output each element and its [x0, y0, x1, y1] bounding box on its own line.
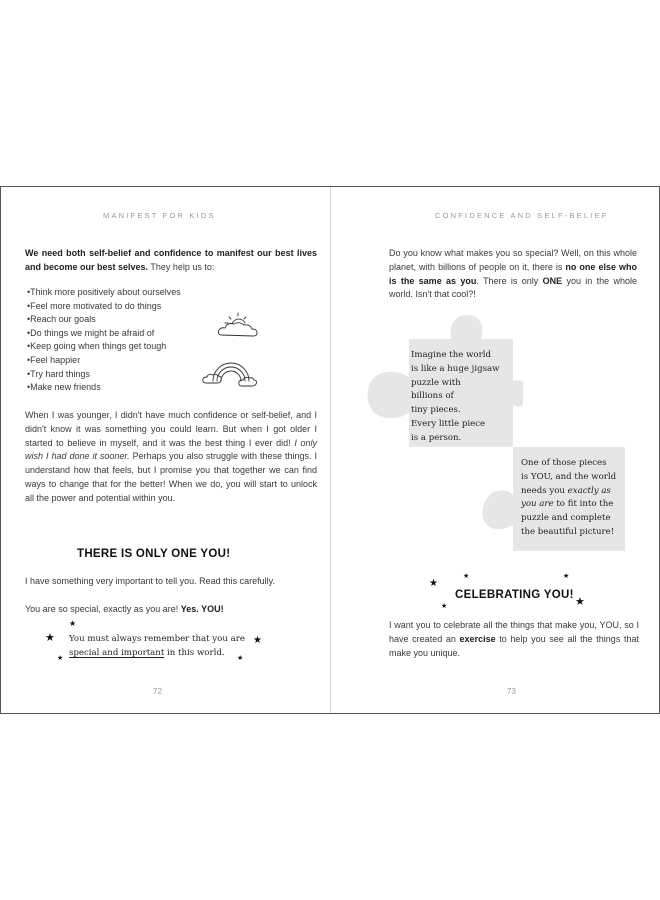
- puzzle-line: needs you: [521, 485, 568, 496]
- puzzle-line: to fit into the: [553, 499, 614, 510]
- puzzle-piece-2-text: [521, 457, 616, 540]
- puzzle-line: billions of: [411, 391, 454, 402]
- star-icon: ★: [45, 632, 55, 644]
- puzzle-line: the beautiful picture!: [521, 526, 615, 537]
- question-text-b: . There is only: [476, 275, 543, 286]
- list-item: • Feel more motivated to do things: [27, 300, 181, 314]
- section-heading: CELEBRATING YOU!: [455, 589, 574, 601]
- star-icon: ★: [563, 573, 570, 580]
- book-spread: [0, 186, 660, 714]
- intro-paragraph: [25, 247, 317, 275]
- puzzle-line: is YOU, and the world: [521, 471, 617, 482]
- celebrate-text-a: I want you to celebrate all the things that make you, YOU, so I have created an: [389, 620, 639, 644]
- intro-bold-text: We need both self-belief and confidence to manifest our best lives and become our best selves.: [25, 248, 317, 272]
- list-item: • Make new friends: [27, 381, 181, 395]
- star-icon: ★: [237, 655, 244, 662]
- puzzle-piece-1-text: [411, 349, 499, 446]
- celebrate-bold-text: exercise: [459, 633, 496, 644]
- running-head: CONFIDENCE AND SELF-BELIEF: [435, 211, 609, 220]
- puzzle-line: puzzle with: [411, 377, 461, 388]
- list-item: • Do things we might be afraid of: [27, 327, 181, 341]
- celebrate-text-b: to help you see all the things that make you unique.: [389, 633, 639, 658]
- star-icon: ★: [441, 603, 448, 610]
- puzzle-line: puzzle and complete: [521, 513, 611, 524]
- star-icon: ★: [57, 655, 64, 662]
- story-italic-text: I only wish I had done it sooner.: [25, 437, 317, 462]
- celebrate-paragraph: [389, 619, 639, 660]
- callout-line: You must always remember that you are: [69, 634, 245, 644]
- list-item: • Try hard things: [27, 368, 181, 382]
- special-paragraph: [25, 603, 317, 617]
- callout-underlined-text: special and important: [69, 647, 165, 658]
- list-item: • Keep going when things get tough: [27, 340, 181, 354]
- list-item: • Think more positively about ourselves: [27, 286, 181, 300]
- intro-rest-text: They help us to:: [148, 261, 215, 272]
- important-paragraph: I have something very important to tell you. Read this carefully.: [25, 576, 275, 586]
- special-bold-text: Yes. YOU!: [180, 604, 224, 614]
- star-icon: ★: [253, 635, 262, 646]
- page-number: 72: [153, 687, 162, 696]
- benefits-list: [27, 286, 181, 395]
- puzzle-line: Every little piece: [411, 418, 486, 429]
- puzzle-italic-text: you are: [521, 499, 554, 510]
- star-icon: ★: [463, 573, 470, 580]
- puzzle-line: tiny pieces.: [411, 405, 461, 416]
- question-text-c: you in the whole world. Isn't that cool?!: [389, 275, 637, 300]
- list-item: • Feel happier: [27, 354, 181, 368]
- sun-cloud-icon: [215, 311, 263, 341]
- right-page: [331, 187, 659, 713]
- puzzle-line: is a person.: [411, 432, 462, 443]
- section-heading: THERE IS ONLY ONE YOU!: [77, 548, 231, 560]
- callout-end-text: in this world.: [164, 647, 225, 658]
- star-icon: ★: [429, 578, 438, 589]
- puzzle-line: Imagine the world: [411, 350, 491, 360]
- rainbow-icon: [201, 351, 259, 391]
- special-question-paragraph: [389, 247, 637, 302]
- star-icon: ★: [69, 619, 77, 628]
- callout-text: [69, 633, 259, 660]
- puzzle-italic-text: exactly as: [567, 485, 611, 496]
- list-item: • Reach our goals: [27, 313, 181, 327]
- question-bold-one: ONE: [542, 275, 563, 286]
- question-bold-text: no one else who is the same as you: [389, 261, 637, 286]
- story-paragraph: [25, 409, 317, 506]
- story-text-a: When I was younger, I didn't have much confidence or self-belief, and I didn't know it was something you could learn. But when I got older I started to believe in myself, and it was the best thing I ever did!: [25, 410, 317, 448]
- running-head: MANIFEST FOR KIDS: [103, 211, 216, 220]
- left-page: [1, 187, 330, 713]
- page-number: 73: [507, 687, 516, 696]
- puzzle-line: is like a huge jigsaw: [411, 363, 500, 374]
- puzzle-line: One of those pieces: [521, 458, 607, 468]
- special-text: You are so special, exactly as you are!: [25, 604, 181, 614]
- question-text-a: Do you know what makes you so special? Well, on this whole planet, with billions of people on it, there is: [389, 248, 637, 272]
- story-text-b: Perhaps you also struggle with these things. I understand how that feels, but I promise you that together we can find ways to change that for the better! When we do, you will start to unlock all the power and potential within you.: [25, 451, 318, 503]
- star-icon: ★: [575, 596, 585, 608]
